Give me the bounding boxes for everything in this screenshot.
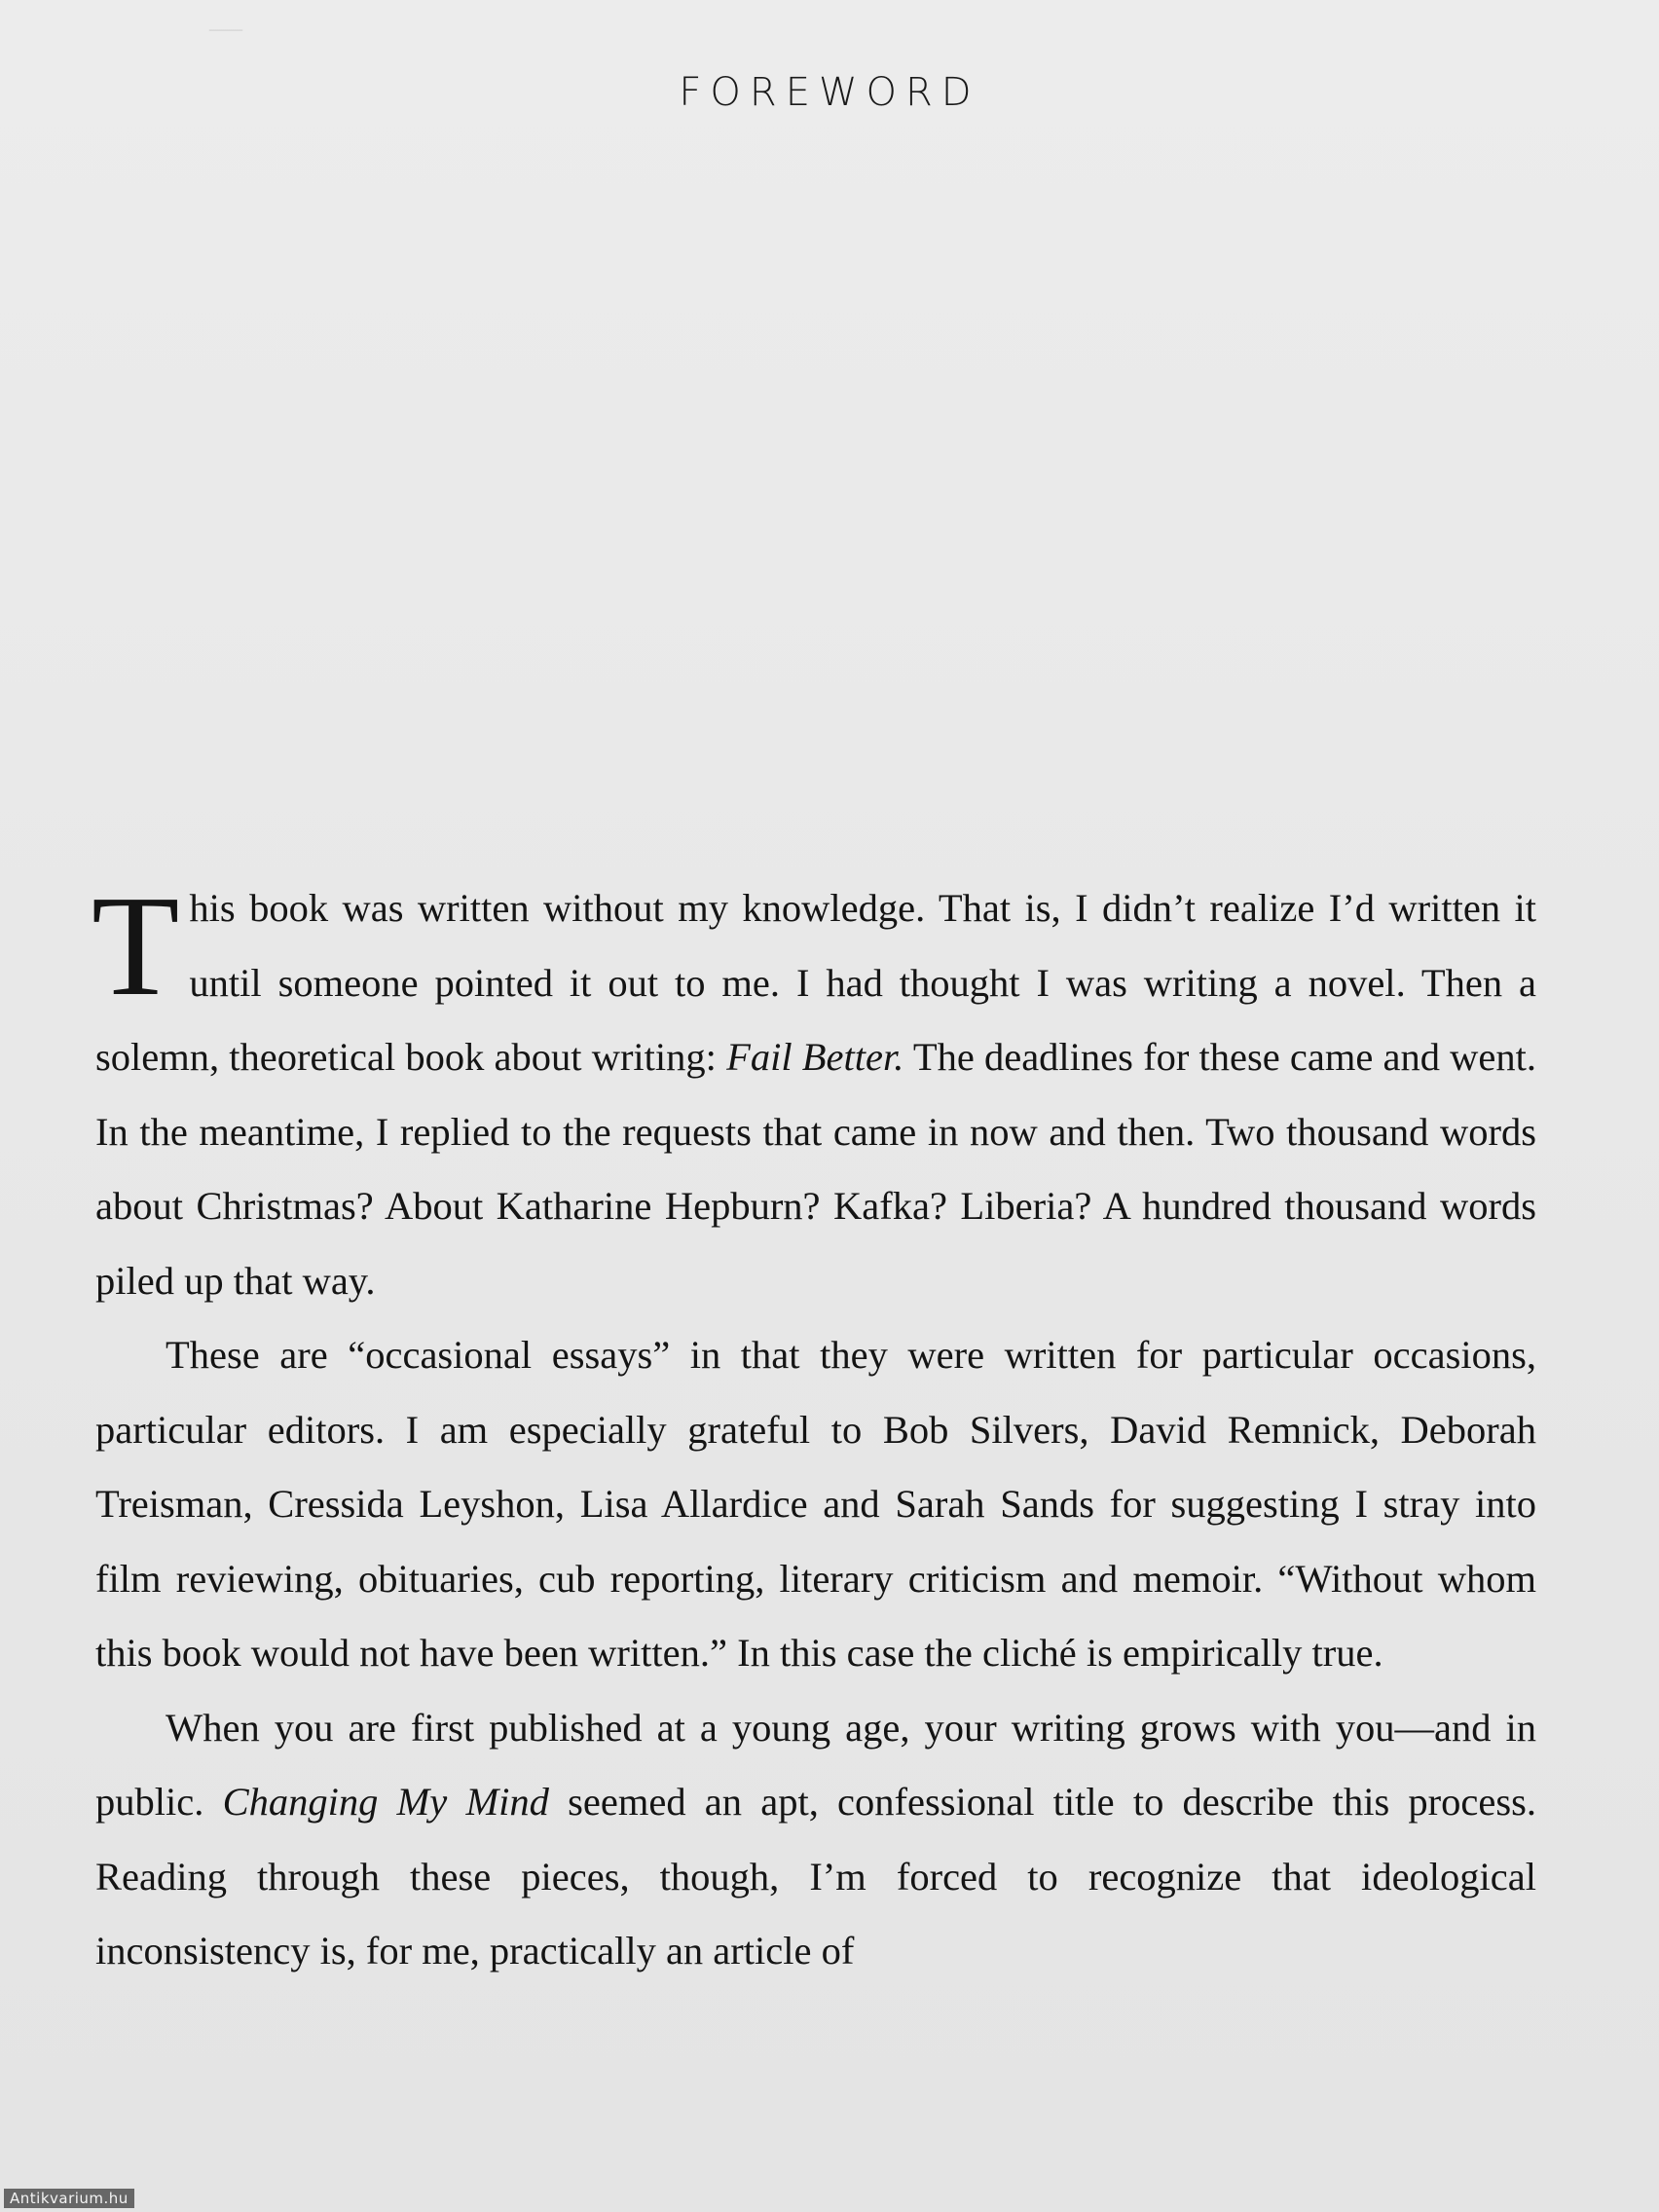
paragraph-2 [95,1318,1536,1691]
text-segment: his book was written without my knowledge. That is, I didn’t realize I’d written it until someone pointed it out to me. I had thought I was writing a novel. Then a solemn, theoretical book about writing: [95,886,1536,1079]
paragraph-1 [92,866,1536,1318]
text-segment: The deadlines for these came and went. In the meantime, I replied to the requests that came in now and then. Two thousand words about Christmas? About Katharine Hepburn? Kafka? Liberia? A hundred thousand words piled up that way. [95,1035,1536,1303]
book-title-italic: Changing My Mind [222,1780,549,1824]
page-heading: FOREWORD [679,70,980,115]
drop-cap: T [92,866,180,1026]
text-segment: When you are first published at a young age, your writing grows with you—and in public. [95,1705,1536,1824]
text-segment: These are “occasional essays” in that they were written for particular occasions, particular editors. I am especially grateful to Bob Silvers, David Remnick, Deborah Treisman, Cressida Leyshon, Lisa Allardice and Sarah Sands for suggesting I stray into film reviewing, obituaries, cub reporting, literary criticism and memoir. “Without whom this book would not have been written.” In this case the cliché is empirically true. [95,1333,1536,1675]
body-text [92,866,1536,1989]
paragraph-3 [95,1691,1536,1989]
book-title-italic: Fail Better. [726,1035,904,1079]
show-through-text: — [209,10,242,46]
watermark: Antikvarium.hu [4,2189,134,2208]
text-segment: seemed an apt, confessional title to describe this process. Reading through these pieces, though, I’m forced to recognize that ideological inconsistency is, for me, practically an article of [95,1780,1536,1972]
